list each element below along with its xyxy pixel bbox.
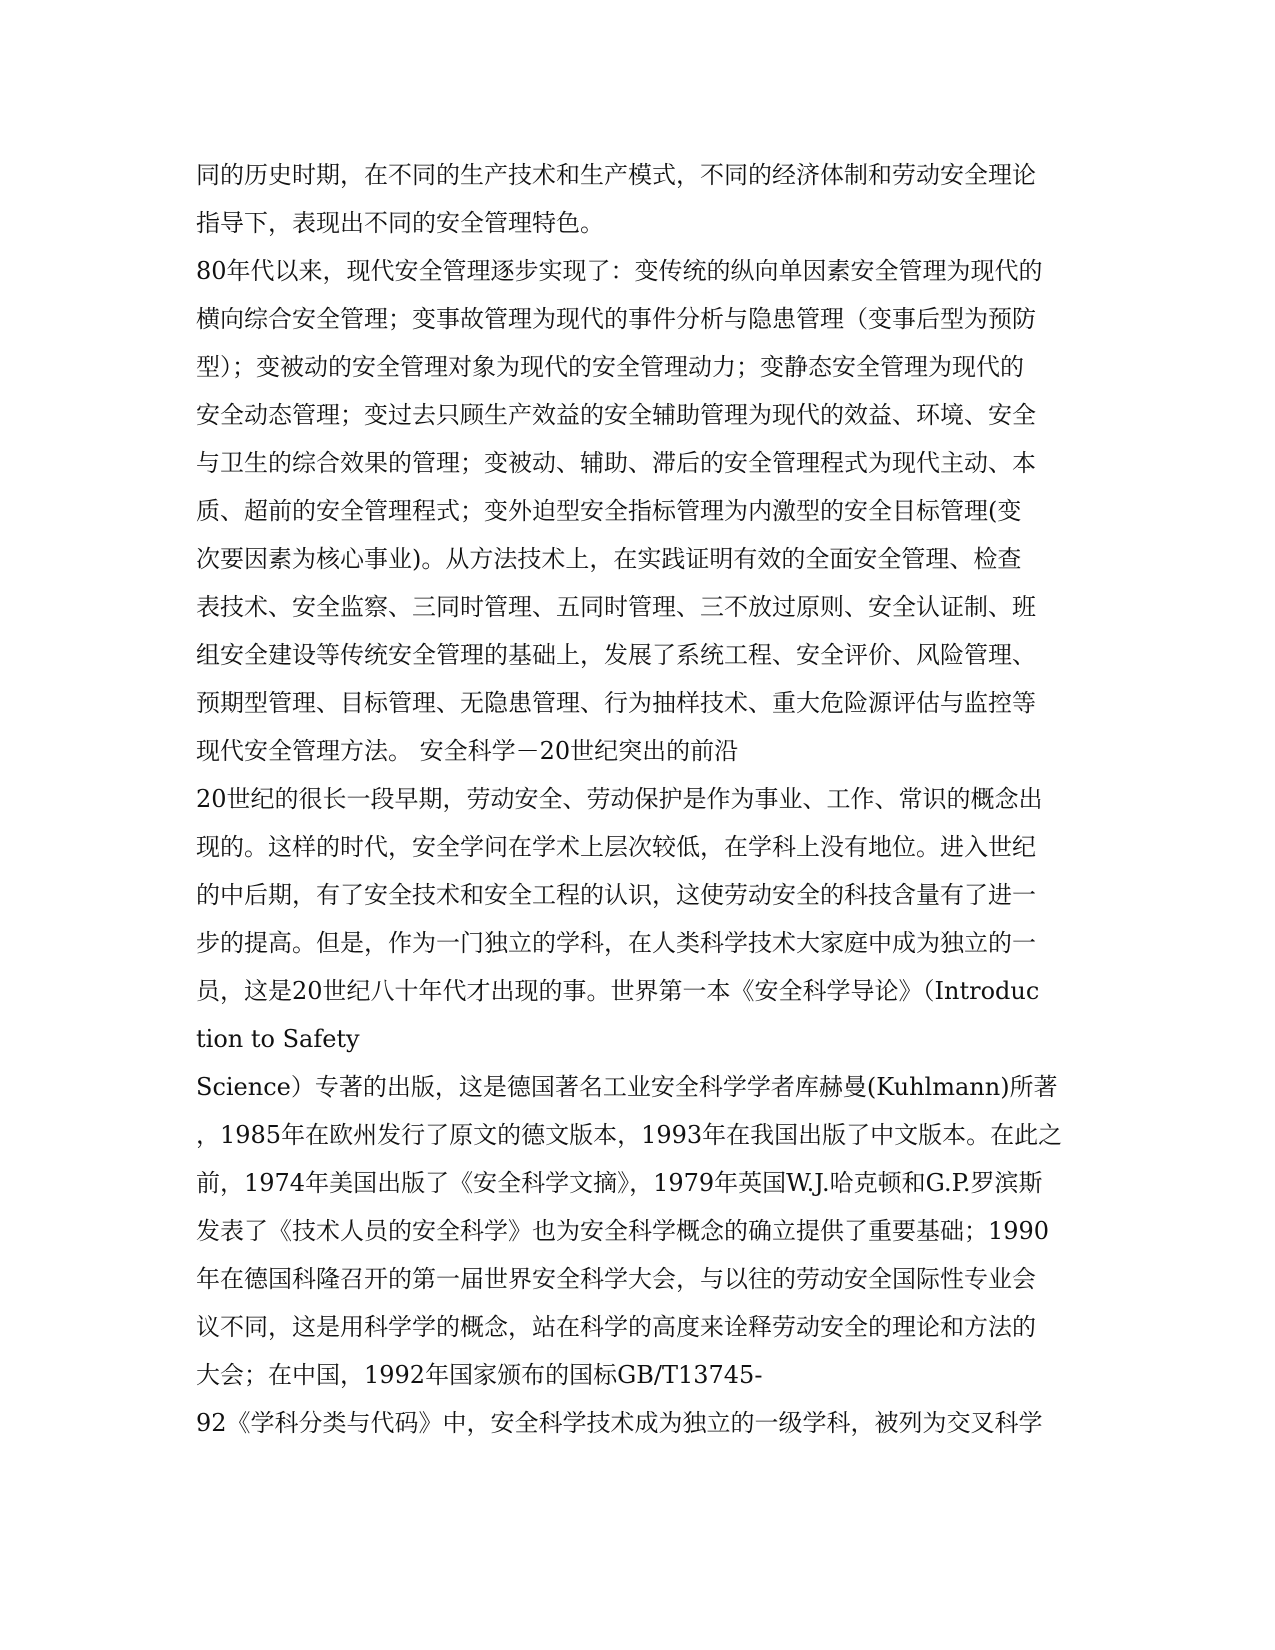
text-line: 表技术、安全监察、三同时管理、五同时管理、三不放过原则、安全认证制、班	[196, 593, 1036, 621]
text-line: 的中后期，有了安全技术和安全工程的认识，这使劳动安全的科技含量有了进一	[196, 881, 1036, 909]
text-line: 步的提高。但是，作为一门独立的学科，在人类科学技术大家庭中成为独立的一	[196, 929, 1036, 957]
text-line: 型）；变被动的安全管理对象为现代的安全管理动力；变静态安全管理为现代的	[196, 353, 1024, 381]
text-line: 92《学科分类与代码》中，安全科学技术成为独立的一级学科，被列为交叉科学	[196, 1409, 1043, 1437]
text-line: 与卫生的综合效果的管理；变被动、辅助、滞后的安全管理程式为现代主动、本	[196, 449, 1036, 477]
text-line: 发表了《技术人员的安全科学》也为安全科学概念的确立提供了重要基础；1990	[196, 1217, 1050, 1245]
text-line: 现代安全管理方法。 安全科学－20世纪突出的前沿	[196, 737, 739, 765]
text-line: 大会；在中国，1992年国家颁布的国标GB/T13745-	[196, 1361, 763, 1389]
text-line: tion to Safety	[196, 1025, 360, 1053]
body-text	[196, 151, 1078, 1447]
text-line: 横向综合安全管理；变事故管理为现代的事件分析与隐患管理（变事后型为预防	[196, 305, 1036, 333]
text-line: Science）专著的出版，这是德国著名工业安全科学学者库赫曼(Kuhlmann)所著	[196, 1073, 1058, 1101]
text-line: 次要因素为核心事业)。从方法技术上，在实践证明有效的全面安全管理、检查	[196, 545, 1022, 573]
text-line: 指导下，表现出不同的安全管理特色。	[196, 209, 604, 237]
text-line: 20世纪的很长一段早期，劳动安全、劳动保护是作为事业、工作、常识的概念出	[196, 785, 1043, 813]
text-line: 员，这是20世纪八十年代才出现的事。世界第一本《安全科学导论》（Introduc	[196, 977, 1040, 1005]
text-line: 质、超前的安全管理程式；变外迫型安全指标管理为内激型的安全目标管理(变	[196, 497, 1022, 525]
text-line: ，1985年在欧州发行了原文的德文版本，1993年在我国出版了中文版本。在此之	[196, 1121, 1063, 1149]
text-line: 80年代以来，现代安全管理逐步实现了：变传统的纵向单因素安全管理为现代的	[196, 257, 1043, 285]
text-line: 现的。这样的时代，安全学问在学术上层次较低，在学科上没有地位。进入世纪	[196, 833, 1036, 861]
text-line: 年在德国科隆召开的第一届世界安全科学大会，与以往的劳动安全国际性专业会	[196, 1265, 1036, 1293]
text-line: 预期型管理、目标管理、无隐患管理、行为抽样技术、重大危险源评估与监控等	[196, 689, 1036, 717]
text-line: 前，1974年美国出版了《安全科学文摘》，1979年英国W.J.哈克顿和G.P.罗滨斯	[196, 1169, 1043, 1197]
text-line: 组安全建设等传统安全管理的基础上，发展了系统工程、安全评价、风险管理、	[196, 641, 1036, 669]
text-line: 议不同，这是用科学学的概念，站在科学的高度来诠释劳动安全的理论和方法的	[196, 1313, 1036, 1341]
text-line: 同的历史时期，在不同的生产技术和生产模式，不同的经济体制和劳动安全理论	[196, 161, 1036, 189]
text-line: 安全动态管理；变过去只顾生产效益的安全辅助管理为现代的效益、环境、安全	[196, 401, 1036, 429]
